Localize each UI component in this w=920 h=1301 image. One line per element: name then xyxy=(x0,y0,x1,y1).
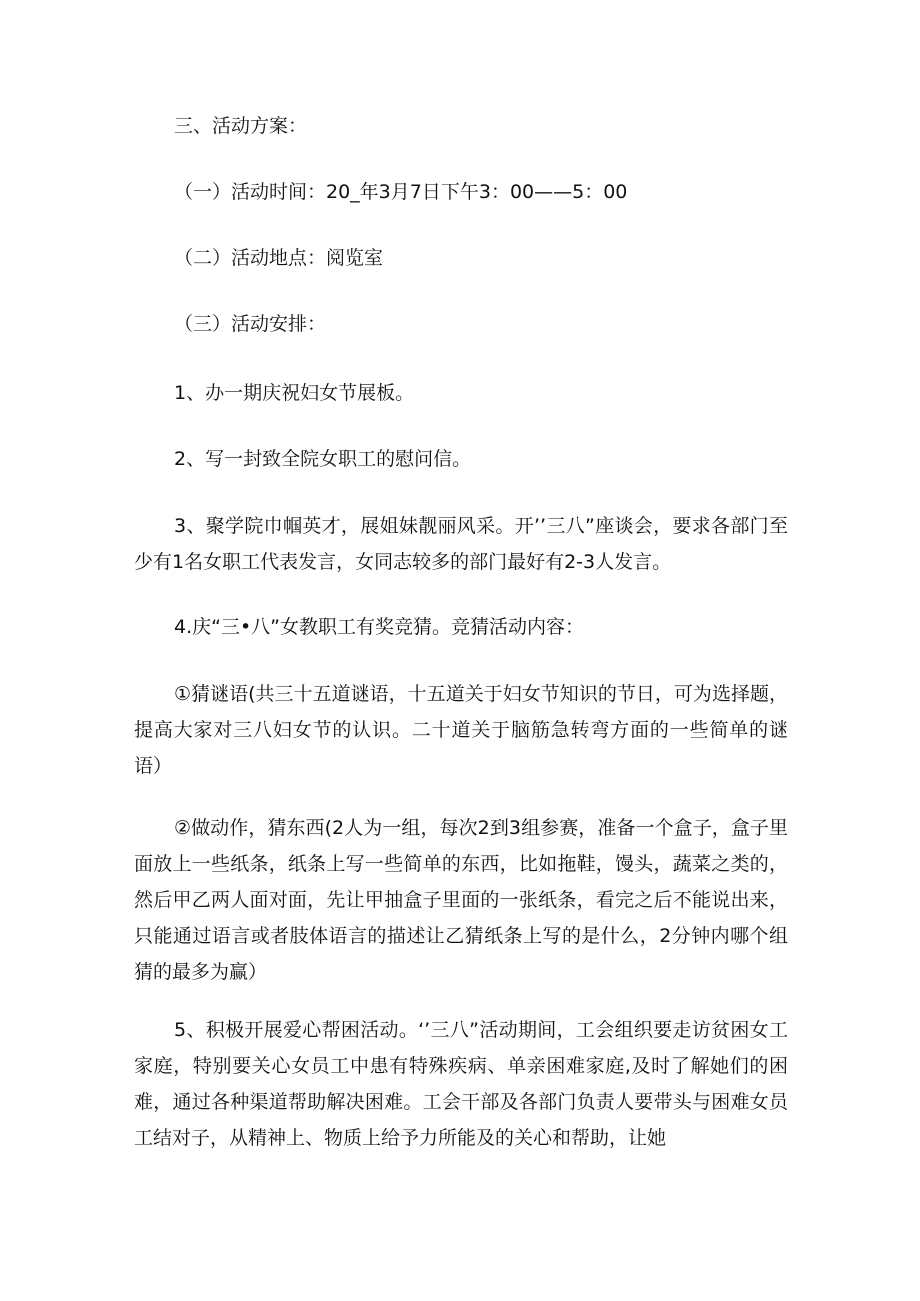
item-activity-arrangement: （三）活动安排： xyxy=(174,313,327,335)
paragraph-guess-game: ②做动作，猜东西(2人为一组，每次2到3组参赛，准备一个盒子，盒子里面放上一些纸条，纸条上写一些简单的东西，比如拖鞋，馒头，蔬菜之类的，然后甲乙两人面对面，先让甲抽盒子里面的一张纸条，看完之后不能说出来，只能通过语言或者肢体语言的描述让乙猜纸条上写的是什么，2分钟内哪个组猜的最多为赢） xyxy=(134,817,788,983)
item-exhibition-board: 1、办一期庆祝妇女节展板。 xyxy=(174,382,415,404)
section-heading: 三、活动方案： xyxy=(174,115,308,137)
item-activity-time: （一）活动时间：20_年3月7日下午3：00——5：00 xyxy=(174,181,628,203)
paragraph-riddles: ①猜谜语(共三十五道谜语，十五道关于妇女节知识的节日，可为选择题，提高大家对三八妇女节的认识。二十道关于脑筋急转弯方面的一些简单的谜语） xyxy=(134,683,788,777)
paragraph-symposium: 3、聚学院巾帼英才，展姐妹靓丽风采。开’’三八”座谈会，要求各部门至少有1名女职工代表发言，女同志较多的部门最好有2-3人发言。 xyxy=(134,515,788,573)
item-activity-location: （二）活动地点：阅览室 xyxy=(174,247,384,269)
paragraph-charity: 5、积极开展爱心帮困活动。‘’三八”活动期间，工会组织要走访贫困女工家庭，特别要关心女员工中患有特殊疾病、单亲困难家庭,及时了解她们的困难，通过各种渠道帮助解决困难。工会干部及各部门负责人要带头与困难女员工结对子，从精神上、物质上给予力所能及的关心和帮助，让她 xyxy=(134,1019,788,1149)
item-letter: 2、写一封致全院女职工的慰问信。 xyxy=(174,448,472,470)
paragraph-quiz: 4.庆“三•八”女教职工有奖竞猜。竞猜活动内容： xyxy=(174,616,585,638)
